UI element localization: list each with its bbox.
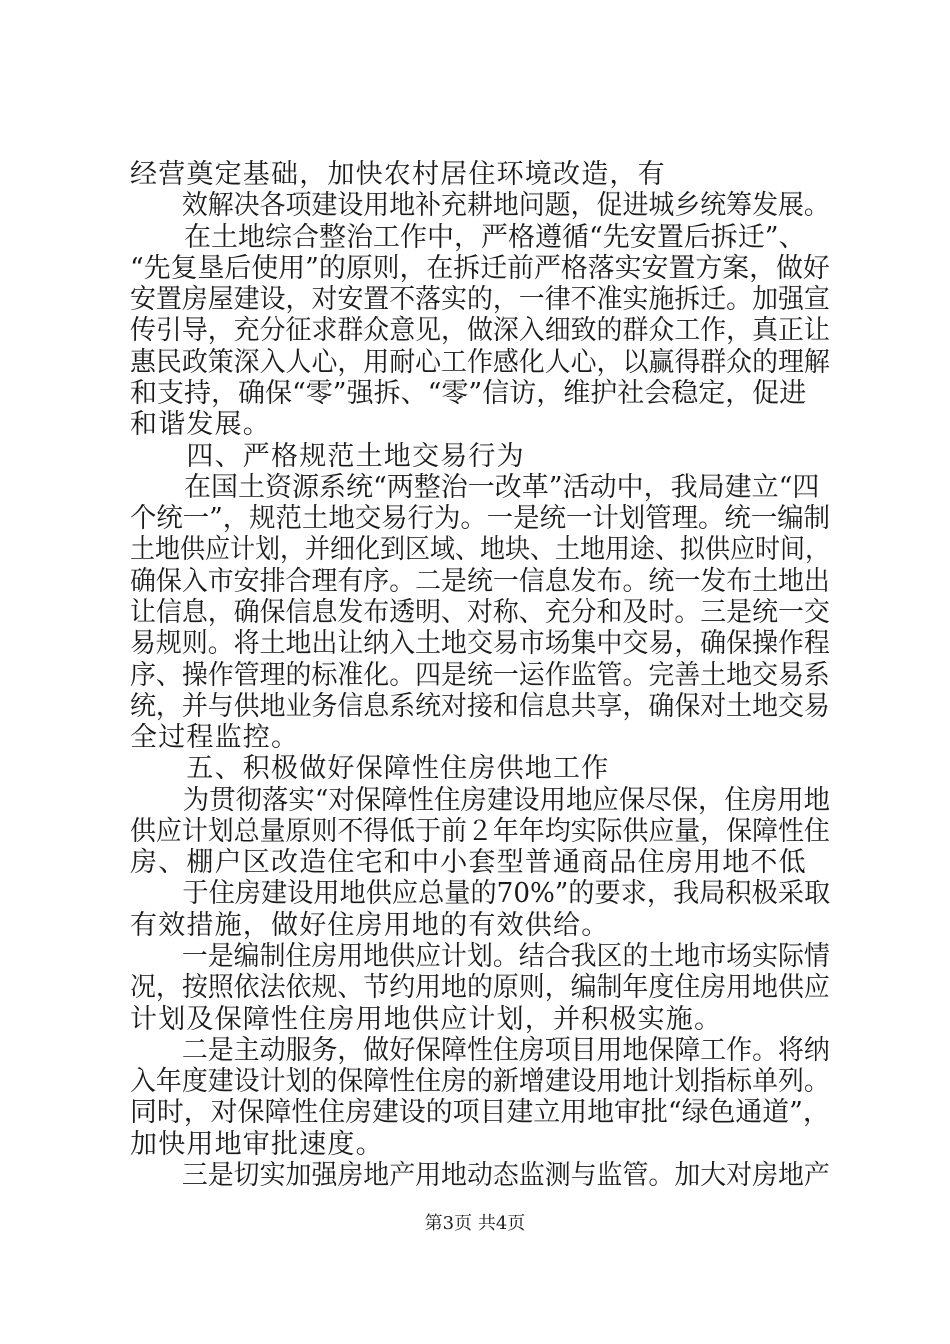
text-line: 同时，对保障性住房建设的项目建立用地审批“绿色通道”， <box>130 1097 830 1128</box>
text-line: 惠民政策深入人心，用耐心工作感化人心，以赢得群众的理解 <box>130 347 830 378</box>
text-line: 为贯彻落实“对保障性住房建设用地应保尽保，住房用地 <box>130 785 831 816</box>
text-line: 和谐发展。 <box>130 409 271 440</box>
text-line: 序、操作管理的标准化。四是统一运作监管。完善土地交易系 <box>130 660 830 691</box>
text-line: 房、棚户区改造住宅和中小套型普通商品住房用地不低 <box>130 847 807 878</box>
text-line: “先复垦后使用”的原则，在拆迁前严格落实安置方案，做好 <box>130 253 830 284</box>
page-footer: 第3页 共4页 <box>424 1213 526 1234</box>
text-line: 三是切实加强房地产用地动态监测与监管。加大对房地产 <box>130 1160 830 1191</box>
text-line: 在国土资源系统“两整治一改革”活动中，我局建立“四 <box>130 472 820 503</box>
text-line: 易规则。将土地出让纳入土地交易市场集中交易，确保操作程 <box>130 628 830 659</box>
text-line: 全过程监控。 <box>130 722 300 753</box>
text-line: 一是编制住房用地供应计划。结合我区的土地市场实际情 <box>130 941 830 972</box>
text-line: 加快用地审批速度。 <box>130 1129 384 1160</box>
text-line: 个统一”，规范土地交易行为。一是统一计划管理。统一编制 <box>130 503 831 534</box>
text-line: 安置房屋建设，对安置不落实的，一律不准实施拆迁。加强宣 <box>130 284 830 315</box>
text-line: 效解决各项建设用地补充耕地问题，促进城乡统筹发展。 <box>130 190 830 221</box>
section-heading: 四、严格规范土地交易行为 <box>130 441 525 472</box>
text-line: 传引导，充分征求群众意见，做深入细致的群众工作，真正让 <box>130 315 830 346</box>
text-line: 入年度建设计划的保障性住房的新增建设用地计划指标单列。 <box>130 1066 830 1097</box>
text-line: 统，并与供地业务信息系统对接和信息共享，确保对土地交易 <box>130 691 830 722</box>
text-line: 况，按照依法依规、节约用地的原则，编制年度住房用地供应 <box>130 972 830 1003</box>
text-line: 供应计划总量原则不得低于前２年年均实际供应量，保障性住 <box>130 816 830 847</box>
text-line: 在土地综合整治工作中，严格遵循“先安置后拆迁”、 <box>130 222 806 253</box>
text-line: 二是主动服务，做好保障性住房项目用地保障工作。将纳 <box>130 1035 830 1066</box>
text-line: 计划及保障性住房用地供应计划，并积极实施。 <box>130 1004 723 1035</box>
section-heading: 五、积极做好保障性住房供地工作 <box>130 753 610 784</box>
text-line: 土地供应计划，并细化到区域、地块、土地用途、拟供应时间， <box>130 534 831 565</box>
text-line: 确保入市安排合理有序。二是统一信息发布。统一发布土地出 <box>130 566 830 597</box>
text-line: 于住房建设用地供应总量的70%”的要求，我局积极采取 <box>130 878 831 909</box>
text-line: 经营奠定基础，加快农村居住环境改造，有 <box>130 159 666 190</box>
text-line: 让信息，确保信息发布透明、对称、充分和及时。三是统一交 <box>130 597 830 628</box>
text-line: 有效措施，做好住房用地的有效供给。 <box>130 910 610 941</box>
text-line: 和支持，确保“零”强拆、“零”信访，维护社会稳定，促进 <box>130 378 807 409</box>
